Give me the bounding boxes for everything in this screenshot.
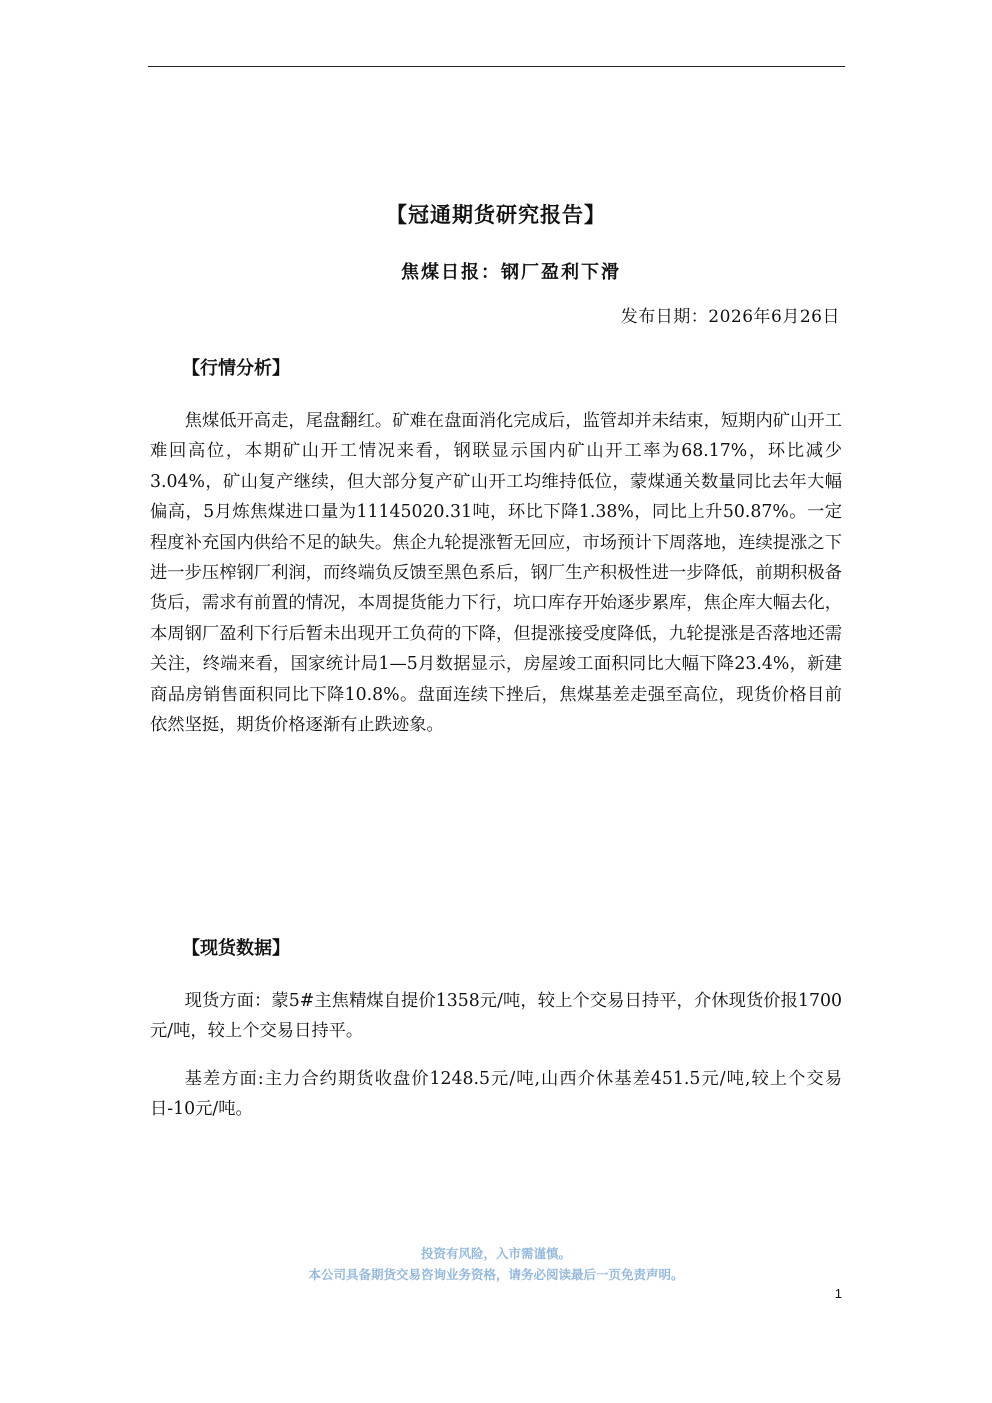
header-rule [148,66,845,67]
spot-price-paragraph: 现货方面：蒙5#主焦精煤自提价1358元/吨，较上个交易日持平，介休现货价报1700元/吨，较上个交易日持平。 [150,991,842,1042]
basis-paragraph: 基差方面:主力合约期货收盘价1248.5元/吨,山西介休基差451.5元/吨,较上个交易日-10元/吨。 [150,1069,842,1120]
qualification-notice: 本公司具备期货交易咨询业务资格，请务必阅读最后一页免责声明。 [308,1267,684,1282]
publish-date: 发布日期：2026年6月26日 [620,307,840,327]
report-title: 【冠通期货研究报告】 [386,203,606,227]
report-subtitle: 焦煤日报：钢厂盈利下滑 [401,262,621,283]
spot-data-heading: 【现货数据】 [182,938,290,959]
market-analysis-paragraph: 焦煤低开高走，尾盘翻红。矿难在盘面消化完成后，监管却并未结束，短期内矿山开工难回高位，本期矿山开工情况来看，钢联显示国内矿山开工率为68.17%，环比减少3.04%，矿山复产继续，但大部分复产矿山开工均维持低位，蒙煤通关数量同比去年大幅偏高，5月炼焦煤进口量为11145020.31吨，环比下降1.38%，同比上升50.87%。一定程度补充国内供给不足的缺失。焦企九轮提涨暂无回应，市场预计下周落地，连续提涨之下进一步压榨钢厂利润，而终端负反馈至黑色系后，钢厂生产积极性进一步降低，前期积极备货后，需求有前置的情况，本周提货能力下行，坑口库存开始逐步累库，焦企库大幅去化，本周钢厂盈利下行后暂未出现开工负荷的下降，但提涨接受度降低，九轮提涨是否落地还需关注，终端来看，国家统计局1—5月数据显示，房屋竣工面积同比大幅下降23.4%，新建商品房销售面积同比下降10.8%。盘面连续下挫后，焦煤基差走强至高位，现货价格目前依然坚挺，期货价格逐渐有止跌迹象。 [150,411,842,736]
page-number: 1 [834,1286,842,1301]
market-analysis-heading: 【行情分析】 [182,358,290,379]
risk-warning: 投资有风险，入市需谨慎。 [420,1246,571,1261]
